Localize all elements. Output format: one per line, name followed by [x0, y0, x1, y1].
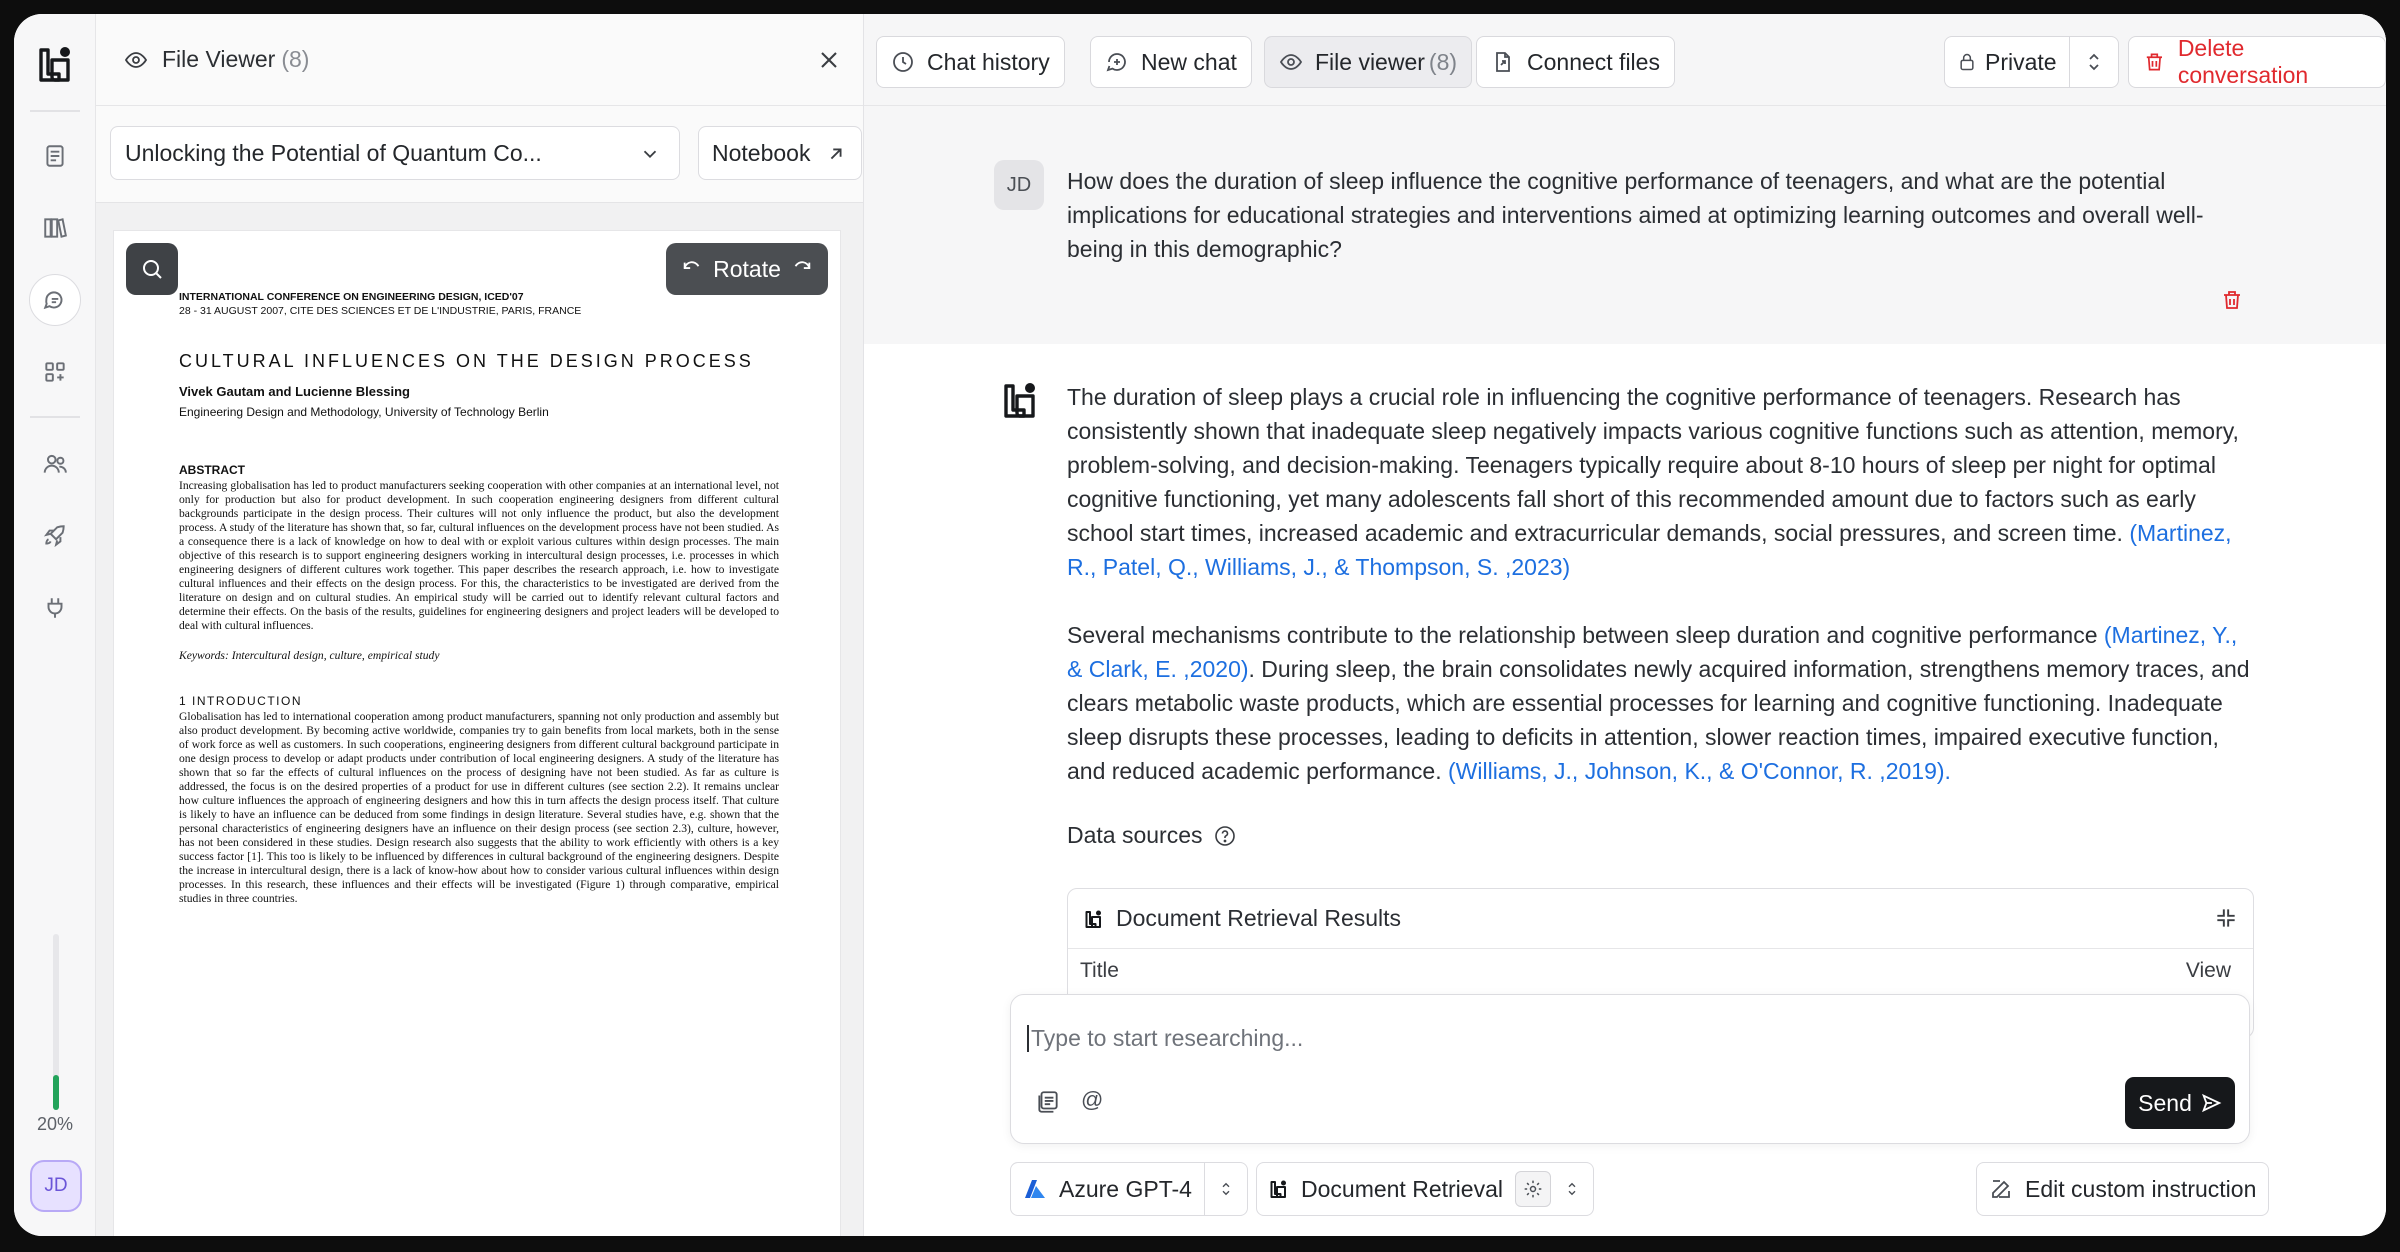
column-view: View	[2185, 959, 2231, 982]
gear-icon	[1523, 1179, 1543, 1199]
answer-text: Several mechanisms contribute to the relationship between sleep duration and cognitive performance	[1067, 622, 2104, 648]
paper-dates: 28 - 31 AUGUST 2007, CITE DES SCIENCES ET DE L'INDUSTRIE, PARIS, FRANCE	[179, 305, 582, 317]
notebook-button[interactable]	[698, 126, 862, 180]
clock-icon	[891, 50, 915, 74]
rotate-right-icon	[791, 258, 813, 280]
paper-keywords: Keywords: Intercultural design, culture, empirical study	[179, 649, 440, 662]
retrieval-mode-toggle	[1563, 1163, 1593, 1215]
user-message-text: How does the duration of sleep influence the cognitive performance of teenagers, and what are the potential implications for educational strategies and interventions aimed at optimizing learning outcomes and overall well-being in this demographic?	[1067, 168, 2204, 262]
retrieval-settings-button[interactable]	[1515, 1171, 1551, 1207]
privacy-value	[1945, 49, 2069, 76]
send-icon	[2200, 1092, 2222, 1114]
new-chat-icon	[1105, 50, 1129, 74]
edit-custom-instruction-label: Edit custom instruction	[2025, 1175, 2257, 1202]
rail-chat-button[interactable]	[29, 274, 81, 326]
connect-files-button[interactable]	[1476, 36, 1675, 88]
chevron-down-icon	[639, 143, 661, 165]
paper-abstract: Increasing globalisation has led to product manufacturers seeking cooperation with other companies at an international level, not only for production but also for product development. In such cooperation engineering designers from different cultural backgrounds participate in the design process. Their cultures will not only influence the product, but also the development process. A study of the literature has shown that, so far, cultural influences on the development process have not been studied. As a consequence there is a lack of knowledge on how to deal with or exploit various cultures within design processes. The main objective of this research is to support engineering designers working in intercultural design processes, i.e. processes in which engineering designers of different cultures work together. This paper describes the research approach, i.e. how to investigate cultural influences and their effects on the design process. For this, the characteristics to be investigated are derived from the literature on design and on cultural studies. An empirical study will be carried out to identify relevant cultural factors and determine their effects. On the basis of the results, guidelines for engineering designers and project leaders will be developed to deal with cultural influences.	[179, 479, 779, 632]
document-retrieval-title: Document Retrieval Results	[1116, 905, 1402, 931]
usage-progress-fill	[53, 1075, 59, 1110]
model-select[interactable]	[1010, 1162, 1248, 1216]
new-chat-button[interactable]	[1090, 36, 1252, 88]
message-input[interactable]: Type to start researching...	[1027, 1025, 1303, 1052]
rocket-icon	[42, 523, 68, 549]
file-viewer-toggle-count: (8)	[1428, 48, 1458, 75]
trash-icon	[2143, 50, 2166, 74]
answer-paragraph	[1067, 380, 2252, 584]
new-chat-label: New chat	[1141, 48, 1237, 75]
rotate-left-icon	[681, 258, 703, 280]
paper-authors: Vivek Gautam and Lucienne Blessing	[179, 384, 410, 399]
document-select[interactable]	[110, 126, 680, 180]
external-arrow-icon	[825, 143, 847, 165]
privacy-select[interactable]	[1944, 36, 2119, 88]
answer-text: The duration of sleep plays a crucial role in influencing the cognitive performance of teenagers. Research has consistently shown that inadequate sleep negatively impacts various cognitive functions such as attention, memory, problem-solving, and decision-making. Teenagers typically require about 8-10 hours of sleep per night for optimal cognitive functioning, yet many adolescents fall short of this recommended amount due to factors such as early school start times, increased academic and extracurricular demands, social pressures, and screen time.	[1067, 384, 2239, 546]
send-button[interactable]	[2125, 1077, 2235, 1129]
chat-bubbles-icon	[42, 287, 68, 313]
paper-intro-heading: 1 INTRODUCTION	[179, 694, 302, 708]
data-sources-label	[1067, 822, 1237, 849]
azure-logo-icon	[1023, 1177, 1047, 1201]
send-label: Send	[2138, 1089, 2192, 1116]
user-message	[864, 106, 2386, 344]
app-logo-small	[1084, 909, 1104, 929]
retrieval-table-header	[1068, 949, 2253, 989]
rail-launch-button[interactable]	[35, 516, 75, 556]
chat-main	[864, 14, 2386, 1236]
prompt-library-icon[interactable]	[1035, 1089, 1061, 1115]
paper-intro: Globalisation has led to international cooperation among product manufacturers, spanning not only production and assembly but also product development. By becoming active worldwide, companies try to gain benefits from local markets, both in the sense of work force as well as customers. In such cooperations, engineering designers from different cultural background participate in one design process to develop or adapt products under contribution of local engineering designers. A study of the literature has shown that so far the effects of cultural influences on the process of designing have not been studied. As far as culture is addressed, the focus is on the desired properties of a product for use in different cultures (see section 2.2). It remains unclear how culture influences the approach of engineering designers and how this in turn affects the design process itself. That culture is likely to have an influence can be deduced from some findings in design literature. Several studies have, e.g. shown that the personal characteristics of engineering designers have an influence on their design process (see section 2.3), culture, however, has not been considered in these studies. Design research also suggests that the ability to work efficiently with others is a key success factor [1]. This too is likely to be influenced by differences in cultural background of the engineering designers. Despite the increase in intercultural design, there is a lack of know-how about how to consider various cultural influences within design processes. In this research, these influences and their effects will be investigated (Figure 1) through comparative, empirical studies in three countries.	[179, 710, 779, 905]
file-link-icon	[1491, 50, 1515, 74]
library-icon	[42, 215, 68, 241]
document-retrieval-header	[1068, 889, 2253, 949]
model-select-toggle	[1205, 1163, 1247, 1215]
eye-icon	[1279, 50, 1303, 74]
document-select-value: Unlocking the Potential of Quantum Co...	[125, 139, 542, 166]
collapse-icon[interactable]	[2213, 905, 2239, 931]
assistant-logo	[1001, 380, 1041, 420]
pdf-page	[114, 231, 840, 1236]
composer	[1010, 994, 2250, 1144]
delete-conversation-button[interactable]	[2128, 36, 2386, 88]
close-icon[interactable]	[815, 46, 843, 74]
chat-toolbar	[864, 14, 2386, 106]
rail-documents-button[interactable]	[35, 136, 75, 176]
chat-history-label: Chat history	[927, 48, 1050, 75]
file-viewer-title: File Viewer	[162, 46, 276, 72]
citation-link[interactable]: (Martinez, Y., & Clark, E. ,2020)	[1067, 622, 2238, 682]
retrieval-mode-label: Document Retrieval	[1301, 1175, 1503, 1202]
app-logo[interactable]	[36, 44, 76, 84]
rotate-label: Rotate	[713, 255, 781, 282]
retrieval-mode-value	[1257, 1163, 1563, 1215]
chevron-up-down-icon	[2082, 50, 2106, 74]
paper-abstract-heading: ABSTRACT	[179, 463, 245, 477]
privacy-divider	[2069, 37, 2070, 87]
rail-apps-button[interactable]	[35, 352, 75, 392]
delete-conversation-label: Delete conversation	[2177, 35, 2309, 88]
plug-icon	[42, 595, 68, 621]
edit-custom-instruction-button[interactable]	[1976, 1162, 2269, 1216]
mention-button[interactable]: @	[1081, 1087, 1104, 1112]
paper-title: CULTURAL INFLUENCES ON THE DESIGN PROCESS	[179, 351, 754, 371]
rail-library-button[interactable]	[35, 208, 75, 248]
file-viewer-count: (8)	[281, 46, 310, 72]
paper-content	[179, 291, 779, 906]
rail-integrations-button[interactable]	[35, 588, 75, 628]
model-label: Azure GPT-4	[1059, 1175, 1192, 1202]
file-viewer-toggle-button[interactable]	[1264, 36, 1472, 88]
file-viewer-toggle-label: File viewer	[1315, 48, 1425, 75]
data-sources-text: Data sources	[1067, 822, 1203, 848]
rotate-button[interactable]	[666, 243, 828, 295]
answer-text: . During sleep, the brain consolidates newly acquired information, strengthens memory traces, and clears metabolic waste products, which are essential processes for learning and cognitive functioning. Inadequate sleep disrupts these processes, leading to deficits in attention, slower reaction times, impaired executive function, and reduced academic performance.	[1067, 656, 2250, 784]
model-select-value	[1011, 1163, 1204, 1215]
apps-grid-icon	[42, 359, 68, 385]
assistant-message	[1067, 380, 2252, 822]
left-rail	[14, 14, 96, 1236]
rail-divider	[30, 110, 80, 112]
edit-icon	[1989, 1177, 2013, 1201]
trash-icon[interactable]	[2220, 288, 2244, 312]
notebook-label: Notebook	[712, 139, 811, 166]
paper-conference: INTERNATIONAL CONFERENCE ON ENGINEERING DESIGN, ICED'07	[179, 291, 524, 303]
search-icon	[140, 257, 164, 281]
usage-progress-label: 20%	[36, 1114, 74, 1134]
retrieval-mode-select[interactable]	[1256, 1162, 1594, 1216]
citation-link[interactable]: (Williams, J., Johnson, K., & O'Connor, R. ,2019).	[1448, 758, 1951, 784]
privacy-label: Private	[1985, 48, 2057, 75]
file-viewer-panel	[96, 14, 864, 1236]
user-avatar: JD	[994, 160, 1044, 210]
connect-files-label: Connect files	[1527, 48, 1660, 75]
eye-icon	[124, 48, 148, 72]
chat-history-button[interactable]	[876, 36, 1065, 88]
answer-paragraph	[1067, 618, 2252, 788]
pdf-search-button[interactable]	[126, 243, 178, 295]
paper-affiliation: Engineering Design and Methodology, University of Technology Berlin	[179, 405, 549, 419]
chevron-up-down-icon	[1563, 1177, 1581, 1201]
rail-divider	[30, 416, 80, 418]
file-viewer-header	[96, 14, 863, 106]
edit-custom-instruction-content	[1977, 1163, 2268, 1215]
users-icon	[42, 451, 68, 477]
rail-team-button[interactable]	[35, 444, 75, 484]
app-logo-small	[1269, 1179, 1289, 1199]
help-circle-icon[interactable]	[1213, 824, 1237, 848]
chevron-up-down-icon	[1217, 1177, 1235, 1201]
app-window	[14, 14, 2386, 1236]
pdf-viewer[interactable]	[96, 202, 863, 1236]
user-avatar[interactable]: JD	[30, 1160, 82, 1212]
column-title: Title	[1080, 959, 1119, 982]
usage-progress-bar	[53, 934, 59, 1110]
lock-icon	[1957, 52, 1977, 72]
citation-link[interactable]: (Martinez, R., Patel, Q., Williams, J., & Thompson, S. ,2023)	[1067, 520, 2232, 580]
document-list-icon	[42, 143, 68, 169]
